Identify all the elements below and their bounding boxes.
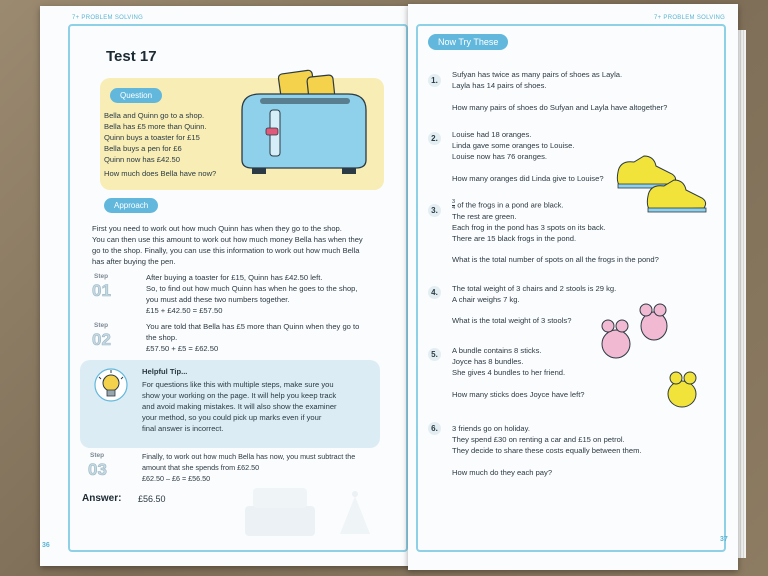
question-line: Linda gave some oranges to Louise. <box>452 141 575 150</box>
question-number: 1. <box>428 74 441 87</box>
question-ask: How many oranges did Linda give to Louise? <box>452 174 604 183</box>
question-ask: How much do they each pay? <box>452 468 553 477</box>
test-title: Test 17 <box>106 48 157 65</box>
step-2-working: £57.50 + £5 = £62.50 <box>146 344 219 353</box>
approach-line: has after buying the pen. <box>92 257 176 266</box>
step-3-number: 03 <box>88 460 107 479</box>
question-line <box>452 200 564 211</box>
step-2-line: the shop. <box>146 333 178 342</box>
step-2-line: You are told that Bella has £5 more than Quinn when they go to <box>146 322 360 331</box>
question-line: A chair weighs 7 kg. <box>452 295 520 304</box>
tip-line: For questions like this with multiple steps, make sure you <box>142 380 334 389</box>
shoes-illustration <box>614 152 714 224</box>
question-ask: How many pairs of shoes do Sufyan and Layla have altogether? <box>452 103 668 112</box>
cake-illustration <box>225 476 395 544</box>
step-1-number: 01 <box>92 281 111 300</box>
question-ask: How much does Bella have now? <box>104 169 217 178</box>
question-line: Quinn now has £42.50 <box>104 155 180 164</box>
question-line: A bundle contains 8 sticks. <box>452 346 542 355</box>
tip-title: Helpful Tip... <box>142 367 188 376</box>
question-line: They decide to share these costs equally between them. <box>452 446 642 455</box>
question-number: 2. <box>428 132 441 145</box>
step-3-line: Finally, to work out how much Bella has now, you must subtract the <box>142 452 356 461</box>
step-2-number: 02 <box>92 330 111 349</box>
tip-line: your method, so you could pick up marks even if your <box>142 413 322 422</box>
right-page-number: 37 <box>720 536 728 543</box>
question-number: 3. <box>428 204 441 217</box>
question-line: Louise now has 76 oranges. <box>452 152 547 161</box>
step-1-label: Step <box>94 273 109 280</box>
tip-line: final answer is incorrect. <box>142 424 224 433</box>
question-line-text: of the frogs in a pond are black. <box>457 200 564 210</box>
tip-line: and avoid making mistakes. It will also show the examiner <box>142 402 337 411</box>
question-ask: How many sticks does Joyce have left? <box>452 390 585 399</box>
approach-line: You can then use this amount to work out how much money Bella has when they <box>92 235 363 244</box>
fraction-numerator: 3 <box>452 199 456 205</box>
question-line: Layla has 14 pairs of shoes. <box>452 81 547 90</box>
lightbulb-icon <box>94 368 128 402</box>
question-number: 4. <box>428 286 441 299</box>
step-3-label: Step <box>90 452 105 459</box>
now-try-these-heading: Now Try These <box>428 34 508 50</box>
step-3-line: amount that she spends from £62.50 <box>142 463 260 472</box>
question-line: Bella buys a pen for £6 <box>104 144 182 153</box>
step-1-working: £15 + £42.50 = £57.50 <box>146 306 223 315</box>
left-section-header: 7+ PROBLEM SOLVING <box>72 15 144 21</box>
approach-label: Approach <box>104 198 158 213</box>
question-number: 6. <box>428 422 441 435</box>
question-line: Louise had 18 oranges. <box>452 130 532 139</box>
tip-line: show your working on the page. It will help you keep track <box>142 391 337 400</box>
question-ask: What is the total weight of 3 stools? <box>452 316 572 325</box>
question-line: There are 15 black frogs in the pond. <box>452 234 577 243</box>
step-1-line: After buying a toaster for £15, Quinn has £42.50 left. <box>146 273 323 282</box>
question-label: Question <box>110 88 162 103</box>
frogs-illustration <box>598 296 718 426</box>
left-page <box>40 6 412 566</box>
question-line: They spend £30 on renting a car and £15 on petrol. <box>452 435 625 444</box>
question-line: 3 friends go on holiday. <box>452 424 530 433</box>
answer-value: £56.50 <box>138 494 166 504</box>
step-2-label: Step <box>94 322 109 329</box>
step-1-line: So, to find out how much Quinn has when he goes to the shop, <box>146 284 358 293</box>
answer-label: Answer: <box>82 493 122 504</box>
question-line: Bella and Quinn go to a shop. <box>104 111 205 120</box>
question-line: Bella has £5 more than Quinn. <box>104 122 207 131</box>
step-3-working: £62.50 – £6 = £56.50 <box>142 474 211 483</box>
question-line: Each frog in the pond has 3 spots on its back. <box>452 223 606 232</box>
fraction-denominator: 4 <box>452 205 456 211</box>
question-line: Joyce has 8 bundles. <box>452 357 524 366</box>
question-line: The rest are green. <box>452 212 517 221</box>
approach-line: First you need to work out how much Quinn has when they go to the shop. <box>92 224 342 233</box>
question-line: The total weight of 3 chairs and 2 stools is 29 kg. <box>452 284 617 293</box>
left-page-number: 36 <box>42 542 50 549</box>
step-1-line: you must add these two numbers together. <box>146 295 290 304</box>
approach-line: go to the shop. Finally, you can use this information to work out how much Bella <box>92 246 360 255</box>
right-section-header: 7+ PROBLEM SOLVING <box>654 15 726 21</box>
toaster-illustration <box>230 64 390 179</box>
question-line: Sufyan has twice as many pairs of shoes as Layla. <box>452 70 623 79</box>
question-number: 5. <box>428 348 441 361</box>
question-ask: What is the total number of spots on all the frogs in the pond? <box>452 255 659 264</box>
fraction <box>452 200 455 211</box>
question-line: Quinn buys a toaster for £15 <box>104 133 200 142</box>
right-page <box>408 4 738 570</box>
question-line: She gives 4 bundles to her friend. <box>452 368 566 377</box>
